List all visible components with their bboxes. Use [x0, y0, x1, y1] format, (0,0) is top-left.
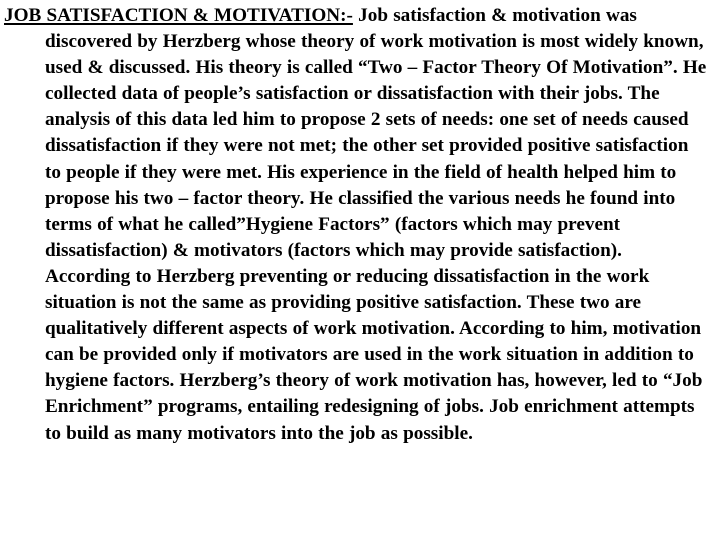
- body-text: Job satisfaction & motivation was discovered by Herzberg whose theory of work motivation is most widely known, used & discussed. His theory is called “Two – Factor Theory Of Motivation”. He collected data of people’s satisfaction or dissatisfaction with their jobs. The analysis of this data led him to propose 2 sets of needs: one set of needs caused dissatisfaction if they were not met; the other set provided positive satisfaction to people if they were met. His experience in the field of health helped him to propose his two – factor theory. He classified the various needs he found into terms of what he called”Hygiene Factors” (factors which may prevent dissatisfaction) & motivators (factors which may provide satisfaction). According to Herzberg preventing or reducing dissatisfaction in the work situation is not the same as providing positive satisfaction. These two are qualitatively different aspects of work motivation. According to him, motivation can be provided only if motivators are used in the work situation in addition to hygiene factors. Herzberg’s theory of work motivation has, however, led to “Job Enrichment” programs, entailing redesigning of jobs. Job enrichment attempts to build as many motivators into the job as possible.: [45, 5, 707, 444]
- text-paragraph: [4, 3, 708, 447]
- section-heading: JOB SATISFACTION & MOTIVATION:-: [4, 5, 353, 26]
